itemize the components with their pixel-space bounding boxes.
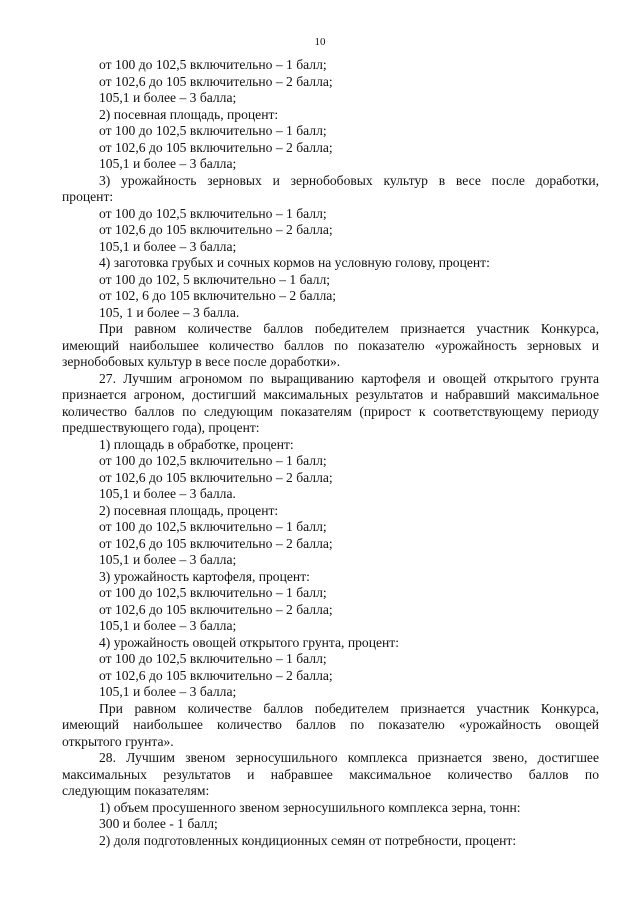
text-line: от 102,6 до 105 включительно – 2 балла; <box>99 469 333 485</box>
text-line: При равном количестве баллов победителем признается участник Конкурса, <box>99 700 599 716</box>
text-line: 3) урожайность зерновых и зернобобовых культур в весе после доработки, <box>99 172 599 188</box>
text-line: от 102,6 до 105 включительно – 2 балла; <box>99 535 333 551</box>
text-line: 2) доля подготовленных кондиционных семян от потребности, процент: <box>99 832 517 848</box>
text-line: 105,1 и более – 3 балла. <box>99 486 236 501</box>
text-line: процент: <box>62 189 114 204</box>
text-line: 1) объем просушенного звеном зерносушильного комплекса зерна, тонн: <box>99 799 521 815</box>
text-line: имеющий наибольшее количество баллов по показателю «урожайность зерновых и <box>62 337 599 353</box>
text-line: количество баллов по следующим показателям (прирост к соответствующему периоду <box>62 403 599 419</box>
text-line: При равном количестве баллов победителем признается участник Конкурса, <box>99 321 599 336</box>
page-number: 10 <box>314 36 326 48</box>
text-line: от 100 до 102, 5 включительно – 1 балл; <box>99 271 331 287</box>
text-line: 105,1 и более – 3 балла; <box>99 552 237 567</box>
text-line: следующим показателям: <box>62 783 210 798</box>
text-line: 28. Лучшим звеном зерносушильного комплекса признается звено, достигшее <box>99 750 599 765</box>
text-line: 3) урожайность картофеля, процент: <box>99 568 310 584</box>
text-line: от 102,6 до 105 включительно – 2 балла; <box>99 601 333 617</box>
text-line: от 100 до 102,5 включительно – 1 балл; <box>99 57 327 72</box>
text-line: предшествующего года), процент: <box>62 420 260 435</box>
text-line: 105,1 и более – 3 балла; <box>99 90 237 105</box>
text-line: 4) заготовка грубых и сочных кормов на условную голову, процент: <box>99 255 490 270</box>
text-line: от 100 до 102,5 включительно – 1 балл; <box>99 123 327 138</box>
text-line: 4) урожайность овощей открытого грунта, процент: <box>99 634 400 650</box>
text-line: от 102,6 до 105 включительно – 2 балла; <box>99 222 333 237</box>
text-line: от 100 до 102,5 включительно – 1 балл; <box>99 651 327 666</box>
text-line: зернобобовых культур в весе после доработки». <box>62 354 341 369</box>
text-line: 105,1 и более – 3 балла; <box>99 618 237 633</box>
text-line: 105,1 и более – 3 балла; <box>99 684 237 699</box>
text-line: 1) площадь в обработке, процент: <box>99 436 294 452</box>
text-line: от 100 до 102,5 включительно – 1 балл; <box>99 585 327 600</box>
text-line: 105,1 и более – 3 балла; <box>99 156 237 171</box>
text-line: 2) посевная площадь, процент: <box>99 502 279 518</box>
text-line: 300 и более - 1 балл; <box>99 816 218 831</box>
text-line: открытого грунта». <box>62 733 174 749</box>
text-line: от 100 до 102,5 включительно – 1 балл; <box>99 205 327 221</box>
text-line: максимальных результатов и набравшее максимальное количество баллов по <box>62 766 599 782</box>
text-line: от 102, 6 до 105 включительно – 2 балла; <box>99 288 337 303</box>
text-line: от 102,6 до 105 включительно – 2 балла; <box>99 73 333 89</box>
text-line: признается агроном, достигший максимальных результатов и набравший максимальное <box>62 387 599 402</box>
text-line: от 100 до 102,5 включительно – 1 балл; <box>99 453 327 468</box>
text-line: от 102,6 до 105 включительно – 2 балла; <box>99 667 333 683</box>
text-line: 2) посевная площадь, процент: <box>99 106 279 122</box>
text-line: имеющий наибольшее количество баллов по показателю «урожайность овощей <box>62 717 599 732</box>
document-body <box>62 57 599 849</box>
text-line: от 102,6 до 105 включительно – 2 балла; <box>99 139 333 155</box>
text-line: 105,1 и более – 3 балла; <box>99 238 237 254</box>
text-line: 27. Лучшим агрономом по выращиванию картофеля и овощей открытого грунта <box>99 370 599 386</box>
text-line: от 100 до 102,5 включительно – 1 балл; <box>99 519 327 534</box>
text-line: 105, 1 и более – 3 балла. <box>99 304 240 320</box>
